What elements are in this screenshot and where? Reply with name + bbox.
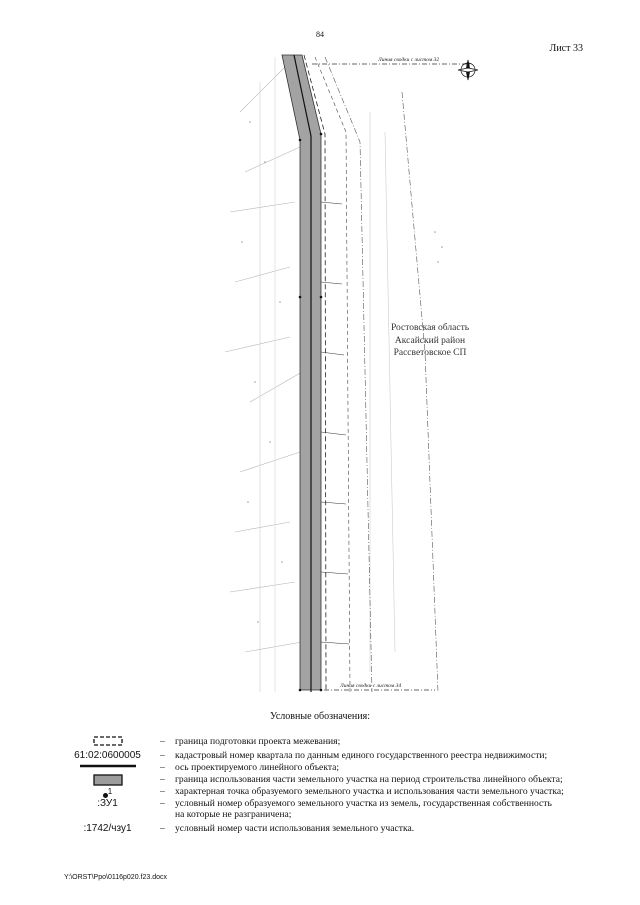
match-line-top-label: Линия сводки с листом 32 xyxy=(378,57,440,63)
legend-symbol-construction-zone xyxy=(60,774,155,786)
legend-symbol-axis xyxy=(60,762,155,770)
region-line: Ростовская область xyxy=(390,323,470,333)
map-region-label xyxy=(375,322,485,360)
legend-title: Условные обозначения: xyxy=(269,711,370,722)
legend-symbol-characteristic-point: 1 xyxy=(60,786,155,801)
region-line: Рассветовское СП xyxy=(393,348,467,358)
cadastral-map xyxy=(220,52,490,700)
footer-file-path: Y:\ORST\Ppo\0116p020.f23.docx xyxy=(64,874,167,881)
page-number: 84 xyxy=(316,30,324,39)
match-line-bottom-label: Линия сводки с листом 34 xyxy=(340,683,402,689)
legend-symbol-plot-number: :ЗУ1 xyxy=(97,798,118,809)
legend-symbol-part-number: :1742/чзу1 xyxy=(83,823,132,834)
compass-rose-icon xyxy=(458,60,478,80)
sheet-label: Лист 33 xyxy=(549,43,583,54)
region-line: Аксайский район xyxy=(394,335,466,346)
legend-symbol-cadastral-number: 61:02:0600005 xyxy=(74,750,141,761)
legend-symbol-boundary xyxy=(60,736,155,746)
